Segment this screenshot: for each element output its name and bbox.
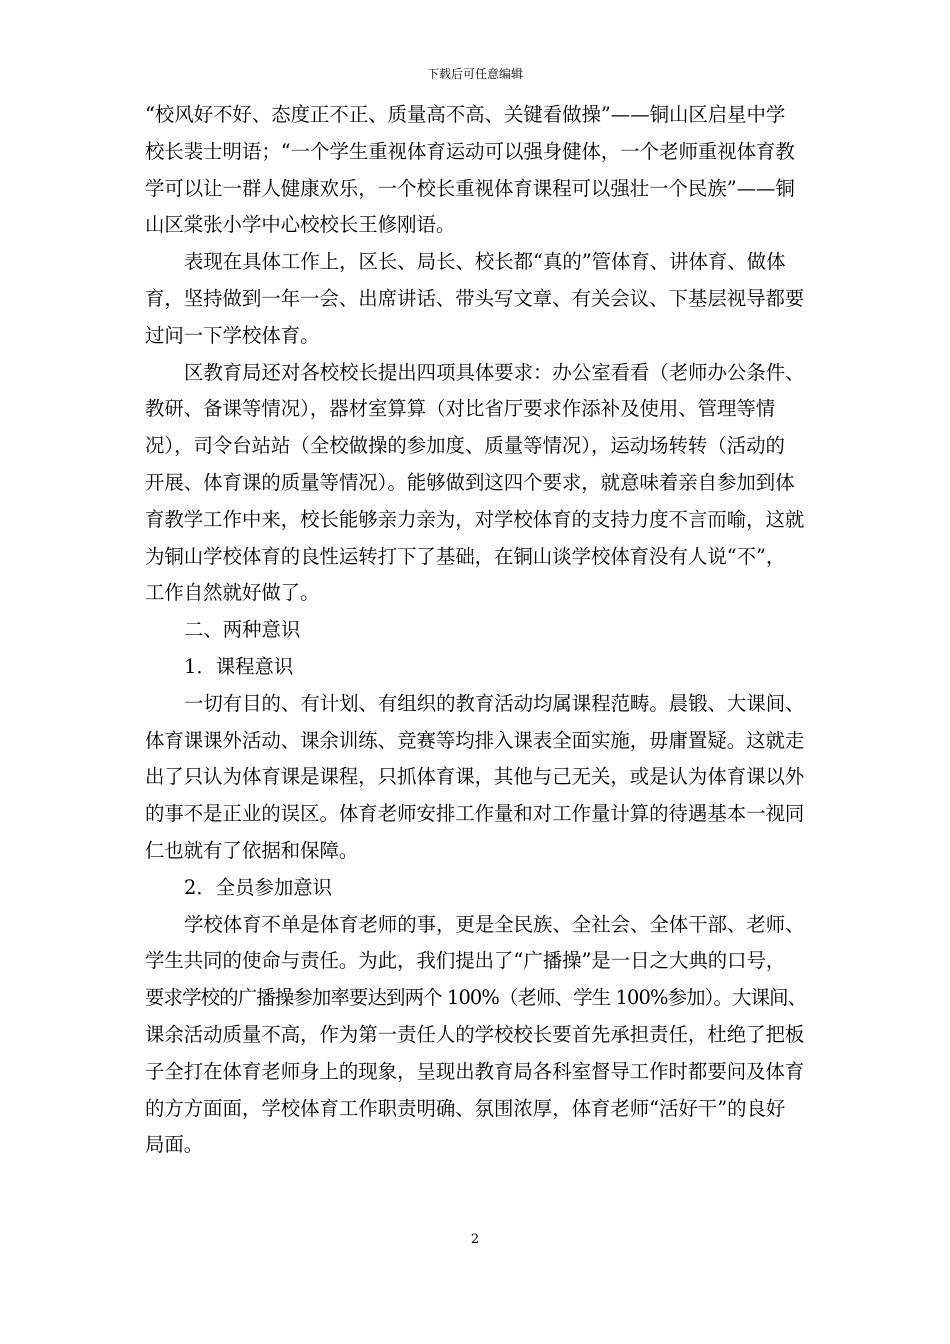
paragraph — [145, 870, 806, 907]
page-header: 下载后可任意编辑 — [426, 67, 523, 81]
page-number: 2 — [470, 1232, 480, 1247]
text-line: 出了只认为体育课是课程，只抓体育课，其他与己无关，或是认为体育课以外 — [145, 765, 805, 789]
text-line: 山区棠张小学中心校校长王修刚语。 — [145, 213, 456, 237]
text-line: “校风好不好、态度正不正、质量高不高、关键看做操”——铜山区启星中学 — [145, 103, 786, 126]
paragraph — [145, 907, 806, 1165]
text-line: 工作自然就好做了。 — [145, 581, 320, 605]
text-line: 一切有目的、有计划、有组织的教育活动均属课程范畴。晨锻、大课间、 — [184, 691, 805, 715]
text-line: 1．课程意识 — [184, 654, 294, 678]
text-line: 仁也就有了依据和保障。 — [145, 838, 359, 862]
text-line: 学可以让一群人健康欢乐，一个校长重视体育课程可以强壮一个民族”——铜 — [145, 176, 795, 200]
paragraph — [145, 612, 806, 649]
paragraph — [145, 97, 806, 244]
text-line: 学生共同的使命与责任。为此，我们提出了“广播操”是一日之大典的口号， — [145, 949, 786, 973]
text-line: 的方方面面，学校体育工作职责明确、氛围浓厚，体育老师“活好干”的良好 — [145, 1096, 786, 1120]
paragraph — [145, 649, 806, 686]
document-body — [145, 97, 806, 1164]
text-line: 的事不是正业的误区。体育老师安排工作量和对工作量计算的待遇基本一视同 — [145, 802, 805, 826]
text-line: 局面。 — [145, 1133, 204, 1157]
text-line: 育教学工作中来，校长能够亲力亲为，对学校体育的支持力度不言而喻，这就 — [145, 507, 805, 531]
text-line: 体育课课外活动、课余训练、竞赛等均排入课表全面实施，毋庸置疑。这就走 — [145, 728, 805, 752]
text-line: 育，坚持做到一年一会、出席讲话、带头写文章、有关会议、下基层视导都要 — [145, 286, 805, 310]
text-line: 校长裴士明语；“一个学生重视体育运动可以强身健体，一个老师重视体育教 — [145, 139, 795, 163]
text-line: 子全打在体育老师身上的现象，呈现出教育局各科室督导工作时都要问及体育 — [145, 1059, 805, 1083]
text-line: 课余活动质量不高，作为第一责任人的学校校长要首先承担责任，杜绝了把板 — [145, 1022, 805, 1046]
paragraph — [145, 244, 806, 354]
text-line: 况），司令台站站（全校做操的参加度、质量等情况），运动场转转（活动的 — [145, 434, 785, 458]
text-line: 学校体育不单是体育老师的事，更是全民族、全社会、全体干部、老师、 — [184, 912, 805, 936]
paragraph — [145, 355, 806, 613]
text-line: 区教育局还对各校校长提出四项具体要求：办公室看看（老师办公条件、 — [184, 360, 805, 384]
text-line: 二、两种意识 — [184, 618, 301, 642]
text-line: 要求学校的广播操参加率要达到两个 100%（老师、学生 100%参加）。大课间、 — [145, 986, 806, 1010]
text-line: 开展、体育课的质量等情况）。能够做到这四个要求，就意味着亲自参加到体 — [145, 470, 795, 494]
paragraph — [145, 686, 806, 870]
text-line: 2．全员参加意识 — [184, 875, 333, 899]
text-line: 过问一下学校体育。 — [145, 323, 320, 347]
text-line: 教研、备课等情况），器材室算算（对比省厅要求作添补及使用、管理等情 — [145, 397, 776, 421]
text-line: 为铜山学校体育的良性运转打下了基础，在铜山谈学校体育没有人说“不”， — [145, 544, 786, 568]
text-line: 表现在具体工作上，区长、局长、校长都“真的”管体育、讲体育、做体 — [184, 250, 786, 274]
